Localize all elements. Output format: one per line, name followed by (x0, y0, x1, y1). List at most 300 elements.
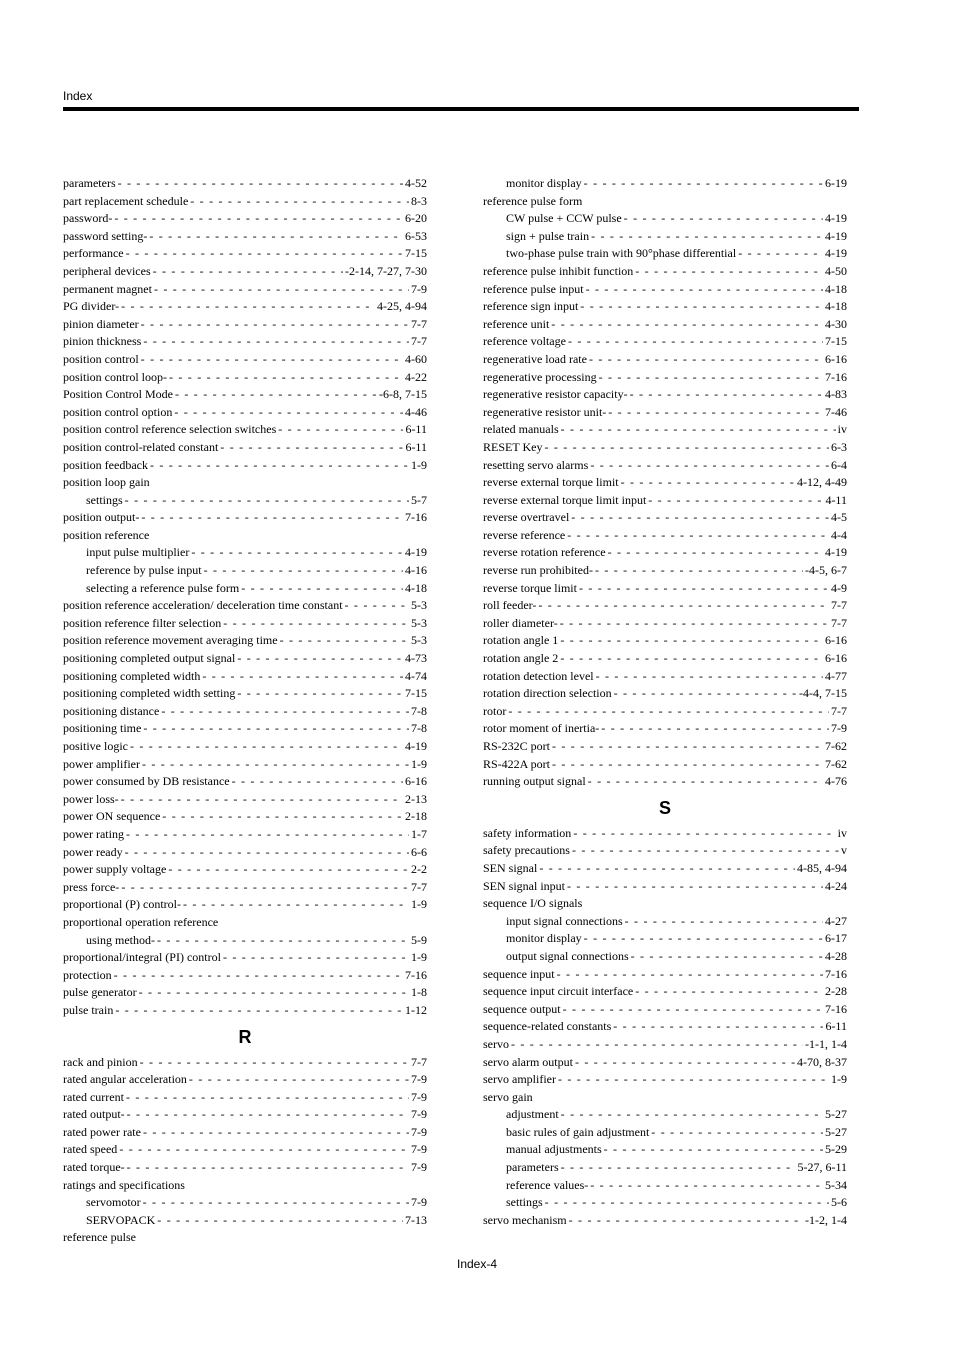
dot-leader (190, 193, 409, 211)
dot-leader (162, 808, 403, 826)
entry-term: power rating (63, 826, 124, 841)
entry-term: rotor (483, 703, 507, 718)
entry-term: safety precautions (483, 843, 570, 858)
entry-term: proportional/integral (PI) control (63, 950, 221, 965)
entry-page-ref: 1-7 (411, 826, 427, 841)
dot-leader (127, 1106, 409, 1124)
dot-leader (121, 298, 375, 316)
dot-leader (590, 1177, 823, 1195)
entry-term: pinion diameter (63, 316, 139, 331)
dot-leader (157, 932, 409, 950)
index-entry (63, 844, 427, 862)
index-subentry (483, 1159, 847, 1177)
dot-leader (126, 1089, 409, 1107)
index-entry (63, 949, 427, 967)
entry-page-ref: 7-7 (831, 703, 847, 718)
dot-leader (584, 930, 823, 948)
index-subentry (63, 544, 427, 562)
index-entry (63, 439, 427, 457)
index-entry (483, 597, 847, 615)
dot-leader (567, 527, 829, 545)
dot-leader (648, 492, 823, 510)
entry-page-ref: 5-3 (411, 633, 427, 648)
entry-term: servo alarm output (483, 1054, 573, 1069)
index-entry (63, 597, 427, 615)
entry-term: reference voltage (483, 334, 566, 349)
entry-page-ref: 4-27 (825, 913, 847, 928)
index-entry (63, 1054, 427, 1072)
dot-leader (126, 826, 409, 844)
entry-page-ref: 6-19 (825, 176, 847, 190)
dot-leader (630, 386, 823, 404)
dot-leader (579, 580, 829, 598)
entry-term: ratings and specifications (63, 1177, 185, 1192)
dot-leader (608, 404, 823, 422)
dot-leader (223, 615, 409, 633)
dot-leader (561, 421, 836, 439)
dot-leader (560, 615, 829, 633)
entry-page-ref: 5-3 (411, 598, 427, 613)
entry-page-ref: 7-16 (825, 369, 847, 384)
entry-term: CW pulse + CCW pulse (506, 211, 622, 226)
entry-term: servo (483, 1036, 509, 1051)
entry-term: settings (86, 492, 123, 507)
entry-term: password setting- (63, 228, 148, 243)
entry-page-ref: 5-29 (825, 1142, 847, 1157)
dot-leader (738, 245, 823, 263)
dot-leader (604, 1141, 823, 1159)
dot-leader (544, 439, 829, 457)
entry-page-ref: 4-4 (831, 527, 847, 542)
entry-page-ref: 6-53 (405, 228, 427, 243)
dot-leader (557, 966, 823, 984)
entry-term: pulse train (63, 1002, 114, 1017)
entry-page-ref: 4-46 (405, 404, 427, 419)
entry-term: proportional operation reference (63, 914, 219, 929)
index-entry (63, 773, 427, 791)
index-entry (483, 615, 847, 633)
section-letter: R (238, 1026, 252, 1047)
dot-leader (590, 457, 829, 475)
entry-page-ref: 5-7 (411, 492, 427, 507)
entry-page-ref: 2-28 (825, 984, 847, 999)
entry-page-ref: -1-1, 1-4 (805, 1036, 847, 1051)
index-subentry (483, 913, 847, 931)
entry-term: related manuals (483, 422, 559, 437)
entry-term: monitor display (506, 176, 582, 190)
entry-term: power ON sequence (63, 809, 161, 824)
entry-page-ref: 6-16 (825, 651, 847, 666)
entry-term: basic rules of gain adjustment (506, 1124, 650, 1139)
index-entry (63, 879, 427, 897)
entry-page-ref: 7-62 (825, 739, 847, 753)
index-entry (63, 615, 427, 633)
index-entry (483, 756, 847, 774)
entry-page-ref: 6-11 (825, 1019, 847, 1034)
entry-term: rated angular acceleration (63, 1072, 187, 1087)
entry-page-ref: 7-16 (405, 510, 427, 525)
entry-page-ref: 6-11 (405, 422, 427, 437)
entry-page-ref: 6-3 (831, 439, 847, 454)
index-entry (483, 860, 847, 878)
entry-page-ref: 5-27 (825, 1124, 847, 1139)
entry-page-ref: 7-7 (831, 615, 847, 630)
dot-leader (223, 949, 409, 967)
index-entry (63, 632, 427, 650)
index-column-right (483, 175, 847, 1229)
entry-page-ref: 7-16 (405, 967, 427, 982)
entry-term: regenerative processing (483, 369, 597, 384)
index-entry (63, 351, 427, 369)
entry-term: rotation angle 2 (483, 651, 559, 666)
index-entry (483, 825, 847, 843)
dot-leader (142, 756, 409, 774)
dot-leader (624, 210, 823, 228)
dot-leader (595, 562, 803, 580)
dot-leader (169, 369, 403, 387)
dot-leader (126, 245, 403, 263)
entry-page-ref: 4-19 (825, 246, 847, 261)
entry-page-ref: -4-5, 6-7 (805, 563, 847, 578)
entry-term: position control (63, 351, 139, 366)
index-entry (63, 263, 427, 281)
entry-term: servo amplifier (483, 1072, 556, 1087)
entry-page-ref: 6-17 (825, 931, 847, 946)
entry-page-ref: 7-9 (411, 281, 427, 296)
entry-page-ref: 4-60 (405, 351, 427, 366)
entry-term: reverse rotation reference (483, 545, 606, 560)
index-subentry (483, 930, 847, 948)
index-entry (63, 333, 427, 351)
entry-page-ref: 6-4 (831, 457, 847, 472)
index-entry (483, 562, 847, 580)
index-entry (63, 703, 427, 721)
entry-term: position reference (63, 527, 150, 542)
index-entry (63, 861, 427, 879)
entry-term: servo mechanism (483, 1212, 567, 1227)
entry-term: parameters (506, 1160, 559, 1175)
entry-term: sequence input (483, 966, 555, 981)
dot-leader (161, 703, 409, 721)
header-rule (63, 107, 859, 111)
index-subentry (483, 245, 847, 263)
index-entry (63, 175, 427, 193)
index-entry (63, 421, 427, 439)
entry-page-ref: 4-73 (405, 651, 427, 666)
dot-leader (589, 351, 823, 369)
index-subentry (483, 228, 847, 246)
entry-page-ref: 7-16 (825, 1001, 847, 1016)
dot-leader (573, 825, 835, 843)
entry-page-ref: 4-9 (831, 580, 847, 595)
entry-term: RS-232C port (483, 739, 551, 753)
entry-page-ref: 8-3 (411, 193, 427, 208)
dot-leader (174, 404, 403, 422)
index-entry (483, 369, 847, 387)
dot-leader (141, 316, 409, 334)
dot-leader (569, 1212, 803, 1230)
entry-page-ref: 1-9 (411, 897, 427, 912)
entry-term: pulse generator (63, 985, 137, 1000)
entry-term: positioning completed width setting (63, 686, 236, 701)
entry-page-ref: 7-9 (411, 1160, 427, 1175)
index-entry (483, 668, 847, 686)
entry-term: performance (63, 246, 124, 261)
dot-leader (189, 1071, 409, 1089)
entry-term: power ready (63, 844, 123, 859)
entry-term: safety information (483, 825, 572, 840)
entry-term: selecting a reference pulse form (86, 580, 240, 595)
entry-page-ref: 4-76 (825, 774, 847, 789)
index-entry (63, 914, 427, 932)
entry-term: position reference filter selection (63, 615, 222, 630)
index-entry (483, 263, 847, 281)
entry-term: power loss- (63, 791, 119, 806)
dot-leader (345, 597, 409, 615)
index-entry (483, 333, 847, 351)
entry-term: press force- (63, 879, 120, 894)
dot-leader (586, 281, 823, 299)
entry-page-ref: 7-9 (411, 1124, 427, 1139)
entry-term: reverse torque limit (483, 580, 577, 595)
index-entry (483, 703, 847, 721)
dot-leader (114, 967, 403, 985)
section-letter: S (658, 797, 671, 818)
entry-term: proportional (P) control- (63, 897, 181, 912)
dot-leader (141, 351, 403, 369)
entry-term: sign + pulse train (506, 228, 590, 243)
entry-page-ref: 4-12, 4-49 (797, 475, 847, 490)
dot-leader (141, 509, 403, 527)
entry-term: rated power rate (63, 1124, 141, 1139)
index-entry (483, 193, 847, 211)
entry-term: input pulse multiplier (86, 545, 190, 560)
entry-term: position control option (63, 404, 173, 419)
index-entry (63, 509, 427, 527)
entry-page-ref: 6-6 (411, 844, 427, 859)
index-entry (483, 895, 847, 913)
entry-term: running output signal (483, 774, 586, 789)
index-subentry (63, 562, 427, 580)
index-subentry (483, 1106, 847, 1124)
entry-page-ref: 4-19 (405, 545, 427, 560)
index-entry (483, 457, 847, 475)
dot-leader (154, 281, 409, 299)
index-subentry (483, 1124, 847, 1142)
index-entry (483, 580, 847, 598)
entry-term: SEN signal (483, 860, 538, 875)
index-subentry (483, 948, 847, 966)
dot-leader (558, 1071, 829, 1089)
dot-leader (125, 844, 409, 862)
entry-page-ref: 7-7 (411, 1054, 427, 1069)
index-entry (63, 791, 427, 809)
dot-leader (575, 1054, 795, 1072)
index-entry (63, 1106, 427, 1124)
index-entry (63, 210, 427, 228)
entry-term: power supply voltage (63, 862, 167, 877)
entry-term: rated output- (63, 1107, 125, 1122)
entry-term: servo gain (483, 1089, 533, 1104)
dot-leader (118, 175, 403, 193)
entry-term: sequence I/O signals (483, 896, 583, 911)
dot-leader (153, 263, 343, 281)
dot-leader (121, 879, 409, 897)
dot-leader (561, 1159, 796, 1177)
dot-leader (157, 1212, 403, 1230)
dot-leader (149, 228, 403, 246)
index-entry (63, 1159, 427, 1177)
dot-leader (584, 175, 823, 193)
entry-page-ref: 7-46 (825, 404, 847, 419)
index-entry (63, 298, 427, 316)
entry-term: position reference acceleration/ deceleration time constant (63, 598, 343, 613)
entry-term: using method- (86, 932, 155, 947)
dot-leader (552, 756, 823, 774)
index-entry (483, 966, 847, 984)
index-entry (483, 316, 847, 334)
index-entry (63, 457, 427, 475)
dot-leader (191, 544, 403, 562)
index-entry (63, 650, 427, 668)
entry-page-ref: 6-16 (825, 351, 847, 366)
index-entry (483, 1036, 847, 1054)
entry-page-ref: 7-9 (411, 1089, 427, 1104)
index-entry (63, 967, 427, 985)
entry-page-ref: 4-19 (825, 211, 847, 226)
entry-page-ref: 7-8 (411, 703, 427, 718)
entry-term: rotation direction selection (483, 686, 612, 701)
index-subentry (63, 1212, 427, 1230)
entry-page-ref: -4-4, 7-15 (799, 686, 847, 701)
entry-page-ref: 4-77 (825, 668, 847, 683)
index-entry (483, 281, 847, 299)
entry-term: reference pulse (63, 1230, 136, 1245)
entry-page-ref: 7-9 (831, 721, 847, 736)
dot-leader (150, 457, 409, 475)
index-entry (63, 896, 427, 914)
index-entry (63, 1124, 427, 1142)
entry-term: position control reference selection switches (63, 422, 277, 437)
entry-page-ref: 4-50 (825, 263, 847, 278)
entry-term: sequence input circuit interface (483, 984, 634, 999)
entry-term: two-phase pulse train with 90°phase differential (506, 246, 737, 261)
index-entry (63, 228, 427, 246)
entry-page-ref: 5-27, 6-11 (797, 1160, 847, 1175)
entry-term: positioning distance (63, 703, 160, 718)
index-entry (483, 544, 847, 562)
dot-leader (601, 720, 829, 738)
dot-leader (220, 439, 403, 457)
entry-page-ref: 6-16 (825, 633, 847, 648)
entry-term: positioning time (63, 721, 142, 736)
index-entry (483, 878, 847, 896)
dot-leader (572, 842, 839, 860)
entry-term: part replacement schedule (63, 193, 189, 208)
entry-page-ref: 6-11 (405, 439, 427, 454)
entry-page-ref: 4-19 (825, 228, 847, 243)
index-entry (483, 1071, 847, 1089)
entry-page-ref: iv (837, 422, 847, 437)
index-entry (63, 386, 427, 404)
index-subentry (63, 492, 427, 510)
entry-page-ref: 7-15 (825, 334, 847, 349)
entry-term: power consumed by DB resistance (63, 774, 230, 789)
index-entry (63, 826, 427, 844)
entry-term: sequence-related constants (483, 1019, 612, 1034)
dot-leader (237, 650, 403, 668)
entry-term: monitor display (506, 931, 582, 946)
entry-page-ref: 4-74 (405, 668, 427, 683)
entry-term: positioning completed width (63, 668, 201, 683)
index-entry (483, 492, 847, 510)
dot-leader (183, 896, 409, 914)
index-entry (63, 369, 427, 387)
index-entry (483, 421, 847, 439)
entry-term: password- (63, 211, 113, 226)
dot-leader (114, 210, 403, 228)
dot-leader (614, 685, 797, 703)
index-entry (63, 404, 427, 422)
entry-term: reference by pulse input (86, 563, 202, 578)
index-entry (63, 281, 427, 299)
index-entry (63, 1141, 427, 1159)
dot-leader (143, 1124, 409, 1142)
entry-page-ref: 2-13 (405, 791, 427, 806)
index-entry (483, 386, 847, 404)
index-entry (483, 650, 847, 668)
entry-term: rotor moment of inertia- (483, 721, 600, 736)
entry-page-ref: 7-8 (411, 721, 427, 736)
entry-page-ref: 2-2 (411, 862, 427, 877)
entry-page-ref: 7-62 (825, 756, 847, 771)
entry-page-ref: 1-9 (831, 1072, 847, 1087)
entry-page-ref: 4-70, 8-37 (797, 1054, 847, 1069)
entry-term: position feedback (63, 457, 148, 472)
entry-page-ref: 7-7 (411, 879, 427, 894)
entry-term: position reference movement averaging time (63, 633, 278, 648)
entry-page-ref: 5-34 (825, 1177, 847, 1192)
entry-page-ref: 7-9 (411, 1107, 427, 1122)
entry-term: regenerative resistor capacity- (483, 387, 628, 402)
entry-page-ref: 5-9 (411, 932, 427, 947)
entry-term: position output- (63, 510, 140, 525)
index-entry (483, 842, 847, 860)
entry-term: reference values- (506, 1177, 589, 1192)
entry-page-ref: 4-11 (825, 492, 847, 507)
entry-page-ref: 4-85, 4-94 (797, 860, 847, 875)
entry-term: reverse overtravel (483, 510, 570, 525)
entry-page-ref: 7-9 (411, 1072, 427, 1087)
entry-page-ref: 6-16 (405, 774, 427, 789)
entry-term: roll feeder- (483, 598, 537, 613)
entry-page-ref: 1-9 (411, 756, 427, 771)
dot-leader (563, 1001, 823, 1019)
entry-page-ref: 4-18 (825, 299, 847, 314)
entry-page-ref: 7-7 (831, 598, 847, 613)
entry-term: SERVOPACK (86, 1212, 156, 1227)
dot-leader (125, 492, 409, 510)
entry-term: RESET Key (483, 439, 543, 454)
entry-page-ref: 1-12 (405, 1002, 427, 1017)
entry-page-ref: 1-9 (411, 950, 427, 965)
entry-page-ref: 7-16 (825, 966, 847, 981)
entry-page-ref: 4-30 (825, 316, 847, 331)
dot-leader (545, 1194, 829, 1212)
entry-term: regenerative load rate (483, 351, 587, 366)
entry-page-ref: 7-7 (411, 316, 427, 331)
index-entry (483, 1212, 847, 1230)
